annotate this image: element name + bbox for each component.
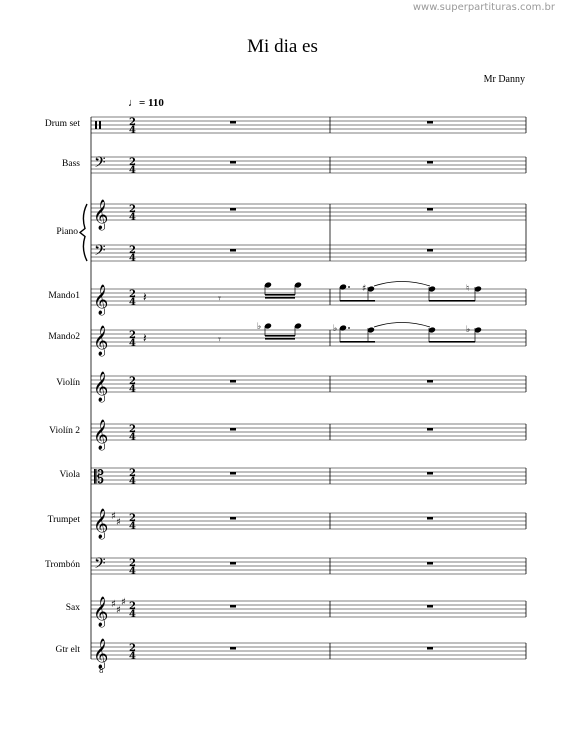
time-sig-bottom: 4 [129, 165, 136, 176]
whole-rest-icon [427, 517, 433, 520]
instrument-label: Trombón [44, 560, 80, 570]
whole-rest-icon [427, 249, 433, 252]
whole-rest-icon [427, 647, 433, 650]
accidental-icon: ♮ [466, 284, 470, 294]
whole-rest-icon [230, 605, 236, 608]
beam [265, 335, 295, 337]
sharp-icon: ♯ [121, 597, 126, 608]
beam [265, 338, 295, 340]
whole-rest-icon [230, 472, 236, 475]
time-sig-top: 2 [129, 601, 136, 612]
time-sig-bottom: 4 [129, 609, 136, 620]
percussion-clef-icon [95, 121, 97, 129]
time-sig-top: 2 [129, 117, 136, 128]
treble-clef-icon: 𝄞 [93, 639, 109, 669]
instrument-label: Viola [59, 470, 80, 480]
time-sig-top: 2 [129, 376, 136, 387]
time-sig-top: 2 [129, 204, 136, 215]
staff-sax [91, 601, 526, 617]
whole-rest-icon [230, 562, 236, 565]
whole-rest-icon [427, 428, 433, 431]
whole-rest-icon [230, 208, 236, 211]
alto-clef-icon: 𝄡 [94, 467, 105, 488]
time-sig-top: 2 [129, 558, 136, 569]
beam [265, 294, 295, 296]
score-title: Mi dia es [247, 36, 318, 57]
treble-clef-icon: 𝄞 [93, 326, 109, 356]
tie-icon [374, 282, 430, 287]
flat-icon: ♭ [257, 322, 262, 332]
staff-drum-set [91, 117, 526, 133]
quarter-note-icon: ♩ [128, 97, 139, 109]
notehead [474, 327, 481, 333]
bass-clef-icon: 𝄢 [94, 555, 106, 576]
piano-brace-icon [80, 204, 87, 261]
staff-trombón [91, 558, 526, 574]
notehead [428, 286, 435, 292]
bass-clef-icon: 𝄢 [94, 154, 106, 175]
time-sig-top: 2 [129, 643, 136, 654]
treble-clef-icon: 𝄞 [93, 420, 109, 450]
time-sig-top: 2 [129, 157, 136, 168]
staff-mando2 [91, 330, 526, 346]
eighth-rest-icon: 𝄾 [218, 333, 221, 346]
time-sig-top: 2 [129, 513, 136, 524]
whole-rest-icon [230, 428, 236, 431]
treble-clef-icon: 𝄞 [93, 509, 109, 539]
notehead [428, 327, 435, 333]
beam [340, 300, 375, 302]
dot [348, 327, 350, 329]
composer: Mr Danny [483, 74, 525, 85]
staff-violín-2 [91, 424, 526, 440]
sharp-icon: ♯ [111, 511, 116, 522]
whole-rest-icon [230, 380, 236, 383]
time-sig-bottom: 4 [129, 297, 136, 308]
whole-rest-icon [230, 249, 236, 252]
notehead [294, 323, 301, 329]
treble-clef-icon: 𝄞 [93, 200, 109, 230]
whole-rest-icon [230, 121, 236, 124]
time-sig-bottom: 4 [129, 521, 136, 532]
time-sig-bottom: 4 [129, 432, 136, 443]
notehead [474, 286, 481, 292]
sharp-icon: ♯ [116, 605, 121, 616]
accidental-icon: ♭ [466, 325, 471, 335]
whole-rest-icon [427, 121, 433, 124]
tempo-value: = 110 [139, 97, 164, 109]
beam [265, 297, 295, 299]
time-sig-top: 2 [129, 468, 136, 479]
notehead [367, 327, 374, 333]
whole-rest-icon [230, 517, 236, 520]
instrument-label: Piano [56, 226, 78, 237]
instrument-label: Violín 2 [49, 426, 80, 436]
whole-rest-icon [427, 472, 433, 475]
staff-bass [91, 157, 526, 173]
notehead [264, 282, 271, 288]
quarter-rest-icon: 𝄽 [143, 290, 147, 304]
treble-clef-icon: 𝄞 [93, 372, 109, 402]
staff-violín [91, 376, 526, 392]
quarter-rest-icon: 𝄽 [143, 331, 147, 345]
bass-clef-icon: 𝄢 [94, 242, 106, 263]
whole-rest-icon [427, 380, 433, 383]
instrument-label: Bass [62, 159, 80, 169]
time-sig-top: 2 [129, 245, 136, 256]
sharp-icon: ♯ [111, 599, 116, 610]
time-sig-bottom: 4 [129, 253, 136, 264]
instrument-label: Trumpet [47, 515, 80, 525]
whole-rest-icon [230, 647, 236, 650]
beam [340, 341, 375, 343]
instrument-label: Mando2 [48, 332, 80, 342]
instrument-label: Violín [56, 378, 80, 388]
time-sig-bottom: 4 [129, 212, 136, 223]
whole-rest-icon [427, 161, 433, 164]
instrument-label: Sax [65, 603, 80, 613]
piano-bass-staff [91, 245, 526, 261]
time-sig-bottom: 4 [129, 476, 136, 487]
instrument-label: Drum set [44, 119, 80, 129]
sharp-icon: ♯ [116, 517, 121, 528]
time-sig-bottom: 4 [129, 338, 136, 349]
time-sig-bottom: 4 [129, 384, 136, 395]
watermark: www.superpartituras.com.br [412, 2, 555, 13]
flat-icon: ♭ [333, 324, 338, 334]
instrument-label: Mando1 [48, 291, 80, 301]
staff-viola [91, 468, 526, 484]
staff-trumpet [91, 513, 526, 529]
whole-rest-icon [427, 562, 433, 565]
time-sig-bottom: 4 [129, 125, 136, 136]
staff-mando1 [91, 289, 526, 305]
time-sig-top: 2 [129, 289, 136, 300]
treble-clef-icon: 𝄞 [93, 597, 109, 627]
instrument-label: Gtr elt [55, 645, 80, 655]
whole-rest-icon [427, 208, 433, 211]
tie-icon [374, 323, 430, 328]
notehead [367, 286, 374, 292]
beam [429, 300, 475, 302]
octave-marker: 8 [99, 667, 104, 675]
notehead [264, 323, 271, 329]
eighth-rest-icon: 𝄾 [218, 292, 221, 305]
whole-rest-icon [427, 605, 433, 608]
notehead [294, 282, 301, 288]
dot [348, 286, 350, 288]
sharp-icon: ♯ [362, 284, 367, 294]
time-sig-bottom: 4 [129, 566, 136, 577]
percussion-clef-icon [99, 121, 101, 129]
time-sig-bottom: 4 [129, 651, 136, 662]
time-sig-top: 2 [129, 330, 136, 341]
piano-treble-staff [91, 204, 526, 220]
staff-gtr-elt [91, 643, 526, 659]
whole-rest-icon [230, 161, 236, 164]
beam [429, 341, 475, 343]
treble-clef-icon: 𝄞 [93, 285, 109, 315]
time-sig-top: 2 [129, 424, 136, 435]
